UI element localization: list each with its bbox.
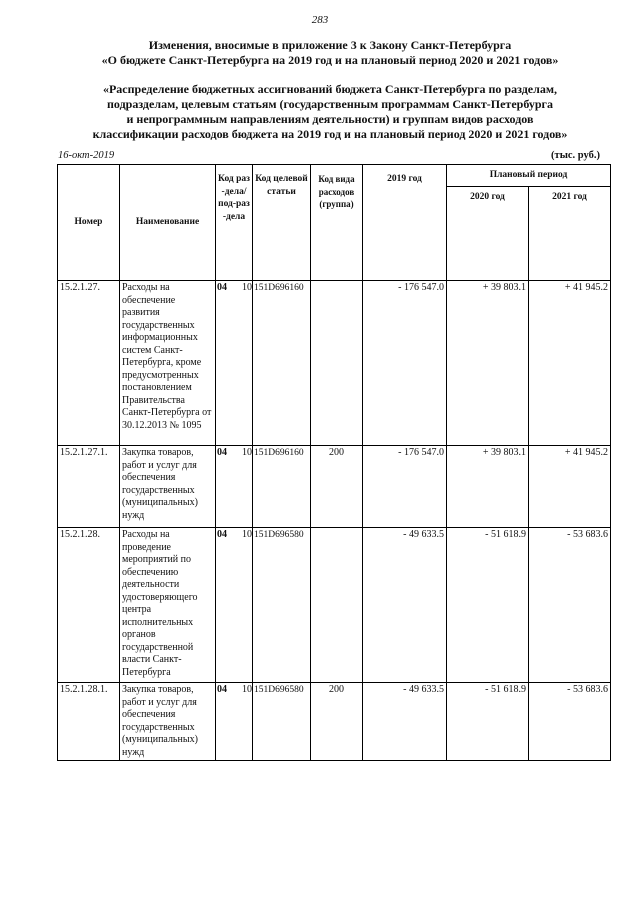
row-expense-type [311,528,363,683]
row-name: Расходы на обеспечение развития государственных информационных систем Санкт-Петербурга, кроме предусмотренных постановлением Правительства Санкт-Петербурга от 30.12.2013 № 1095 [120,281,216,446]
header-2019: 2019 год [363,165,447,281]
row-target: 151D696160 [253,281,311,446]
document-date: 16-окт-2019 [58,150,115,161]
table-row [58,281,611,446]
row-2019: - 49 633.5 [363,683,447,761]
document-title [60,38,600,68]
row-name: Закупка товаров, работ и услуг для обеспечения государственных (муниципальных) нужд [120,446,216,528]
row-section: 04 [216,683,235,761]
header-name: Наименование [120,165,216,281]
page-number: 283 [311,14,329,26]
row-target: 151D696580 [253,528,311,683]
row-number: 15.2.1.28.1. [58,683,120,761]
header-expense-type: Код вида расходов (группа) [311,165,363,281]
row-expense-type: 200 [311,446,363,528]
header-2020: 2020 год [447,187,529,281]
row-subsection: 10 [235,528,253,683]
row-number: 15.2.1.27. [58,281,120,446]
subtitle-line-4: классификации расходов бюджета на 2019 год и на плановый период 2020 и 2021 годов» [92,127,568,141]
row-number: 15.2.1.28. [58,528,120,683]
row-section: 04 [216,281,235,446]
row-subsection: 10 [235,683,253,761]
header-2021: 2021 год [529,187,611,281]
row-subsection: 10 [235,281,253,446]
row-subsection: 10 [235,446,253,528]
row-section: 04 [216,446,235,528]
subtitle-line-1: «Распределение бюджетных ассигнований бюджета Санкт-Петербурга по разделам, [102,82,558,96]
row-target: 151D696580 [253,683,311,761]
title-line-2: «О бюджете Санкт-Петербурга на 2019 год и на плановый период 2020 и 2021 годов» [101,53,559,67]
header-planned-period: Плановый период [447,165,611,187]
row-target: 151D696160 [253,446,311,528]
row-2019: - 176 547.0 [363,281,447,446]
document-subtitle [60,82,600,142]
budget-table [57,164,611,761]
header-target: Код целевой статьи [253,165,311,281]
row-name: Расходы на проведение мероприятий по обеспечению деятельности удостоверяющего центра исполнительных органов государственной власти Санкт-Петербурга [120,528,216,683]
header-section: Код раз-дела/ под-раз-дела [216,165,253,281]
header-number: Номер [58,165,120,281]
row-2019: - 49 633.5 [363,528,447,683]
row-2020: - 51 618.9 [447,683,529,761]
row-2020: + 39 803.1 [447,446,529,528]
row-name: Закупка товаров, работ и услуг для обеспечения государственных (муниципальных) нужд [120,683,216,761]
row-expense-type [311,281,363,446]
row-2021: + 41 945.2 [529,281,611,446]
table-row [58,683,611,761]
row-2021: - 53 683.6 [529,683,611,761]
subtitle-line-2: подразделам, целевым статьям (государственным программам Санкт-Петербурга [107,97,553,111]
subtitle-line-3: и непрограммным направлениям деятельности) и группам видов расходов [126,112,534,126]
row-2019: - 176 547.0 [363,446,447,528]
units-label: (тыс. руб.) [551,150,600,161]
row-2020: + 39 803.1 [447,281,529,446]
row-2021: + 41 945.2 [529,446,611,528]
table-row [58,446,611,528]
row-number: 15.2.1.27.1. [58,446,120,528]
row-expense-type: 200 [311,683,363,761]
row-2021: - 53 683.6 [529,528,611,683]
table-row [58,528,611,683]
row-2020: - 51 618.9 [447,528,529,683]
row-section: 04 [216,528,235,683]
title-line-1: Изменения, вносимые в приложение 3 к Закону Санкт-Петербурга [148,38,512,52]
